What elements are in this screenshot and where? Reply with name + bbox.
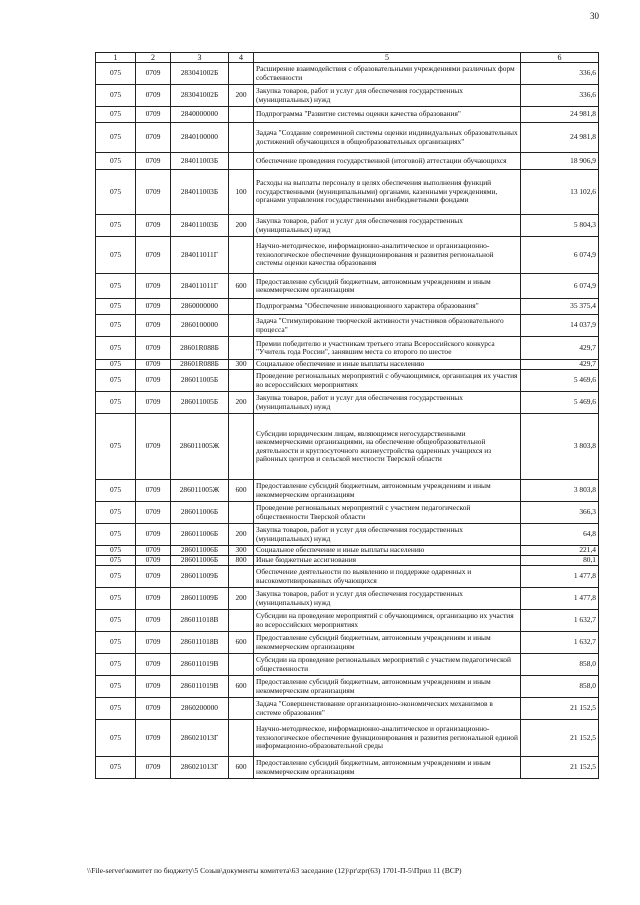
table-row	[96, 360, 599, 370]
expense-type-cell	[229, 610, 254, 632]
target-article-cell: 286011009Б	[171, 566, 229, 588]
admin-code-cell: 075	[96, 524, 136, 546]
budget-table	[95, 52, 599, 779]
admin-code-cell: 075	[96, 315, 136, 337]
expense-type-cell	[229, 337, 254, 360]
table-row	[96, 588, 599, 610]
section-code-cell: 0709	[136, 215, 171, 237]
section-code-cell: 0709	[136, 337, 171, 360]
table-row	[96, 556, 599, 566]
target-article-cell: 286011006Б	[171, 546, 229, 556]
description-cell: Закупка товаров, работ и услуг для обеспечения государственных (муниципальных) нужд	[254, 85, 521, 107]
section-code-cell: 0709	[136, 556, 171, 566]
table-row	[96, 566, 599, 588]
expense-type-cell	[229, 698, 254, 720]
table-row	[96, 676, 599, 698]
amount-cell: 3 803,8	[521, 480, 599, 502]
description-cell: Предоставление субсидий бюджетным, автономным учреждениям и иным некоммерческим организациям	[254, 757, 521, 779]
target-article-cell: 286011005Ж	[171, 414, 229, 480]
table-row	[96, 215, 599, 237]
amount-cell: 80,1	[521, 556, 599, 566]
target-article-cell: 284011011Г	[171, 274, 229, 299]
amount-cell: 21 152,5	[521, 698, 599, 720]
admin-code-cell: 075	[96, 757, 136, 779]
table-row	[96, 299, 599, 315]
amount-cell: 6 074,9	[521, 237, 599, 274]
table-row	[96, 654, 599, 676]
description-cell: Подпрограмма "Обеспечение инновационного характера образования"	[254, 299, 521, 315]
amount-cell: 336,6	[521, 85, 599, 107]
section-code-cell: 0709	[136, 720, 171, 757]
admin-code-cell: 075	[96, 237, 136, 274]
section-code-cell: 0709	[136, 392, 171, 414]
table-row	[96, 610, 599, 632]
description-cell: Закупка товаров, работ и услуг для обеспечения государственных (муниципальных) нужд	[254, 524, 521, 546]
description-cell: Иные бюджетные ассигнования	[254, 556, 521, 566]
footer-file-path: \\File-server\комитет по бюджету\5 Созыв\документы комитета\63 заседание (12)\pr\zpr(63) 1701-П-5\Прил 11 (ВСР)	[87, 866, 462, 875]
header-cell: 5	[254, 53, 521, 63]
table-row	[96, 698, 599, 720]
amount-cell: 858,0	[521, 676, 599, 698]
amount-cell: 18 906,9	[521, 153, 599, 170]
expense-type-cell	[229, 414, 254, 480]
amount-cell: 5 804,3	[521, 215, 599, 237]
admin-code-cell: 075	[96, 588, 136, 610]
amount-cell: 6 074,9	[521, 274, 599, 299]
section-code-cell: 0709	[136, 299, 171, 315]
admin-code-cell: 075	[96, 107, 136, 123]
expense-type-cell	[229, 237, 254, 274]
admin-code-cell: 075	[96, 85, 136, 107]
admin-code-cell: 075	[96, 556, 136, 566]
amount-cell: 35 375,4	[521, 299, 599, 315]
table-row	[96, 123, 599, 153]
amount-cell: 336,6	[521, 63, 599, 85]
amount-cell: 64,8	[521, 524, 599, 546]
section-code-cell: 0709	[136, 153, 171, 170]
expense-type-cell: 600	[229, 632, 254, 654]
admin-code-cell: 075	[96, 720, 136, 757]
description-cell: Предоставление субсидий бюджетным, автономным учреждениям и иным некоммерческим организациям	[254, 632, 521, 654]
table-row	[96, 392, 599, 414]
amount-cell: 14 037,9	[521, 315, 599, 337]
amount-cell: 1 632,7	[521, 632, 599, 654]
expense-type-cell	[229, 502, 254, 524]
section-code-cell: 0709	[136, 274, 171, 299]
target-article-cell: 286011005Б	[171, 392, 229, 414]
section-code-cell: 0709	[136, 85, 171, 107]
description-cell: Субсидии на проведение мероприятий с обучающимися, организацию их участия во всероссийских мероприятиях	[254, 610, 521, 632]
section-code-cell: 0709	[136, 654, 171, 676]
expense-type-cell: 300	[229, 360, 254, 370]
expense-type-cell	[229, 123, 254, 153]
description-cell: Расходы на выплаты персоналу в целях обеспечения выполнения функций государственными (муниципальными) органами, казенными учреждениями, органами управления государственными внебюджетными фондами	[254, 170, 521, 215]
target-article-cell: 284011003Б	[171, 170, 229, 215]
admin-code-cell: 075	[96, 502, 136, 524]
description-cell: Расширение взаимодействия с образовательными учреждениями различных форм собственности	[254, 63, 521, 85]
table-row	[96, 502, 599, 524]
admin-code-cell: 075	[96, 123, 136, 153]
admin-code-cell: 075	[96, 546, 136, 556]
amount-cell: 429,7	[521, 360, 599, 370]
section-code-cell: 0709	[136, 107, 171, 123]
expense-type-cell: 600	[229, 274, 254, 299]
description-cell: Субсидии юридическим лицам, являющимся негосударственными некоммерческими организациями, на обеспечение общеобразовательной деятельности и круглосуточного жизнеустройства одаренных учащихся из районных центров и сельской местности Тверской области	[254, 414, 521, 480]
target-article-cell: 284011003Б	[171, 215, 229, 237]
table-row	[96, 414, 599, 480]
expense-type-cell: 200	[229, 588, 254, 610]
section-code-cell: 0709	[136, 566, 171, 588]
section-code-cell: 0709	[136, 632, 171, 654]
admin-code-cell: 075	[96, 566, 136, 588]
target-article-cell: 286011006Б	[171, 502, 229, 524]
section-code-cell: 0709	[136, 414, 171, 480]
expense-type-cell: 200	[229, 392, 254, 414]
target-article-cell: 286011019В	[171, 654, 229, 676]
page-number: 30	[590, 11, 599, 21]
section-code-cell: 0709	[136, 676, 171, 698]
table-row	[96, 337, 599, 360]
admin-code-cell: 075	[96, 676, 136, 698]
target-article-cell: 286011005Ж	[171, 480, 229, 502]
amount-cell: 3 803,8	[521, 414, 599, 480]
description-cell: Проведение региональных мероприятий с участием педагогической общественности Тверской области	[254, 502, 521, 524]
amount-cell: 21 152,5	[521, 757, 599, 779]
admin-code-cell: 075	[96, 337, 136, 360]
amount-cell: 5 469,6	[521, 370, 599, 392]
section-code-cell: 0709	[136, 370, 171, 392]
table-row	[96, 274, 599, 299]
target-article-cell: 283041002Б	[171, 85, 229, 107]
amount-cell: 221,4	[521, 546, 599, 556]
target-article-cell: 28601R088Б	[171, 360, 229, 370]
section-code-cell: 0709	[136, 315, 171, 337]
description-cell: Задача "Совершенствование организационно-экономических механизмов в системе образования"	[254, 698, 521, 720]
expense-type-cell	[229, 370, 254, 392]
target-article-cell: 286011019В	[171, 676, 229, 698]
admin-code-cell: 075	[96, 299, 136, 315]
description-cell: Закупка товаров, работ и услуг для обеспечения государственных (муниципальных) нужд	[254, 215, 521, 237]
admin-code-cell: 075	[96, 274, 136, 299]
section-code-cell: 0709	[136, 170, 171, 215]
table-row	[96, 153, 599, 170]
table-row	[96, 546, 599, 556]
description-cell: Социальное обеспечение и иные выплаты населению	[254, 546, 521, 556]
admin-code-cell: 075	[96, 153, 136, 170]
target-article-cell: 2840000000	[171, 107, 229, 123]
table-row	[96, 315, 599, 337]
expense-type-cell: 600	[229, 676, 254, 698]
table-row	[96, 720, 599, 757]
amount-cell: 858,0	[521, 654, 599, 676]
section-code-cell: 0709	[136, 546, 171, 556]
section-code-cell: 0709	[136, 63, 171, 85]
description-cell: Премии победителю и участникам третьего этапа Всероссийского конкурса "Учитель года России", занявшим места со второго по шестое	[254, 337, 521, 360]
section-code-cell: 0709	[136, 502, 171, 524]
admin-code-cell: 075	[96, 698, 136, 720]
description-cell: Предоставление субсидий бюджетным, автономным учреждениям и иным некоммерческим организациям	[254, 676, 521, 698]
amount-cell: 366,3	[521, 502, 599, 524]
target-article-cell: 28601R088Б	[171, 337, 229, 360]
expense-type-cell	[229, 654, 254, 676]
expense-type-cell: 600	[229, 757, 254, 779]
header-cell: 4	[229, 53, 254, 63]
expense-type-cell	[229, 315, 254, 337]
header-cell: 6	[521, 53, 599, 63]
header-cell: 3	[171, 53, 229, 63]
expense-type-cell	[229, 153, 254, 170]
description-cell: Научно-методическое, информационно-аналитическое и организационно-технологическое обеспечение функционирования и развития региональной системы оценки качества образования	[254, 237, 521, 274]
target-article-cell: 286021013Г	[171, 720, 229, 757]
table-row	[96, 480, 599, 502]
admin-code-cell: 075	[96, 360, 136, 370]
target-article-cell: 286011018В	[171, 632, 229, 654]
description-cell: Социальное обеспечение и иные выплаты населению	[254, 360, 521, 370]
section-code-cell: 0709	[136, 123, 171, 153]
admin-code-cell: 075	[96, 632, 136, 654]
amount-cell: 24 981,8	[521, 123, 599, 153]
table-row	[96, 370, 599, 392]
description-cell: Научно-методическое, информационно-аналитическое и организационно-технологическое обеспечение функционирования и развития региональной единой информационно-образовательной среды	[254, 720, 521, 757]
table-row	[96, 170, 599, 215]
target-article-cell: 284011011Г	[171, 237, 229, 274]
expense-type-cell	[229, 720, 254, 757]
target-article-cell: 286011006Б	[171, 556, 229, 566]
description-cell: Закупка товаров, работ и услуг для обеспечения государственных (муниципальных) нужд	[254, 588, 521, 610]
expense-type-cell: 200	[229, 524, 254, 546]
amount-cell: 5 469,6	[521, 392, 599, 414]
description-cell: Проведение региональных мероприятий с обучающимися, организация их участия во всероссийских мероприятиях	[254, 370, 521, 392]
expense-type-cell	[229, 299, 254, 315]
description-cell: Обеспечение деятельности по выявлению и поддержке одаренных и высокомотивированных обучающихся	[254, 566, 521, 588]
target-article-cell: 286011018В	[171, 610, 229, 632]
description-cell: Обеспечение проведения государственной (итоговой) аттестации обучающихся	[254, 153, 521, 170]
table-row	[96, 757, 599, 779]
expense-type-cell: 200	[229, 215, 254, 237]
target-article-cell: 2860100000	[171, 315, 229, 337]
admin-code-cell: 075	[96, 63, 136, 85]
description-cell: Задача "Стимулирование творческой активности участников образовательного процесса"	[254, 315, 521, 337]
amount-cell: 24 981,8	[521, 107, 599, 123]
admin-code-cell: 075	[96, 610, 136, 632]
admin-code-cell: 075	[96, 215, 136, 237]
section-code-cell: 0709	[136, 360, 171, 370]
expense-type-cell: 100	[229, 170, 254, 215]
target-article-cell: 286011009Б	[171, 588, 229, 610]
header-cell: 1	[96, 53, 136, 63]
target-article-cell: 286011005Б	[171, 370, 229, 392]
description-cell: Предоставление субсидий бюджетным, автономным учреждениям и иным некоммерческим организациям	[254, 274, 521, 299]
section-code-cell: 0709	[136, 524, 171, 546]
header-cell: 2	[136, 53, 171, 63]
table-header-row	[96, 53, 599, 63]
section-code-cell: 0709	[136, 698, 171, 720]
section-code-cell: 0709	[136, 480, 171, 502]
admin-code-cell: 075	[96, 414, 136, 480]
description-cell: Предоставление субсидий бюджетным, автономным учреждениям и иным некоммерческим организациям	[254, 480, 521, 502]
expense-type-cell: 800	[229, 556, 254, 566]
description-cell: Задача "Создание современной системы оценки индивидуальных образовательных достижений обучающихся в общеобразовательных организациях"	[254, 123, 521, 153]
description-cell: Подпрограмма "Развитие системы оценки качества образования"	[254, 107, 521, 123]
amount-cell: 1 632,7	[521, 610, 599, 632]
target-article-cell: 284011003Б	[171, 153, 229, 170]
target-article-cell: 2860000000	[171, 299, 229, 315]
target-article-cell: 2840100000	[171, 123, 229, 153]
amount-cell: 21 152,5	[521, 720, 599, 757]
target-article-cell: 286011006Б	[171, 524, 229, 546]
target-article-cell: 2860200000	[171, 698, 229, 720]
expense-type-cell: 200	[229, 85, 254, 107]
amount-cell: 429,7	[521, 337, 599, 360]
expense-type-cell	[229, 566, 254, 588]
target-article-cell: 286021013Г	[171, 757, 229, 779]
section-code-cell: 0709	[136, 757, 171, 779]
admin-code-cell: 075	[96, 392, 136, 414]
description-cell: Закупка товаров, работ и услуг для обеспечения государственных (муниципальных) нужд	[254, 392, 521, 414]
table-row	[96, 237, 599, 274]
expense-type-cell: 300	[229, 546, 254, 556]
amount-cell: 1 477,8	[521, 566, 599, 588]
admin-code-cell: 075	[96, 170, 136, 215]
admin-code-cell: 075	[96, 370, 136, 392]
table-row	[96, 85, 599, 107]
admin-code-cell: 075	[96, 480, 136, 502]
expense-type-cell: 600	[229, 480, 254, 502]
amount-cell: 1 477,8	[521, 588, 599, 610]
table-row	[96, 524, 599, 546]
section-code-cell: 0709	[136, 588, 171, 610]
admin-code-cell: 075	[96, 654, 136, 676]
target-article-cell: 283041002Б	[171, 63, 229, 85]
section-code-cell: 0709	[136, 610, 171, 632]
expense-type-cell	[229, 107, 254, 123]
section-code-cell: 0709	[136, 237, 171, 274]
expense-type-cell	[229, 63, 254, 85]
table-row	[96, 63, 599, 85]
amount-cell: 13 102,6	[521, 170, 599, 215]
description-cell: Субсидии на проведение региональных мероприятий с участием педагогической общественности	[254, 654, 521, 676]
table-row	[96, 107, 599, 123]
table-row	[96, 632, 599, 654]
